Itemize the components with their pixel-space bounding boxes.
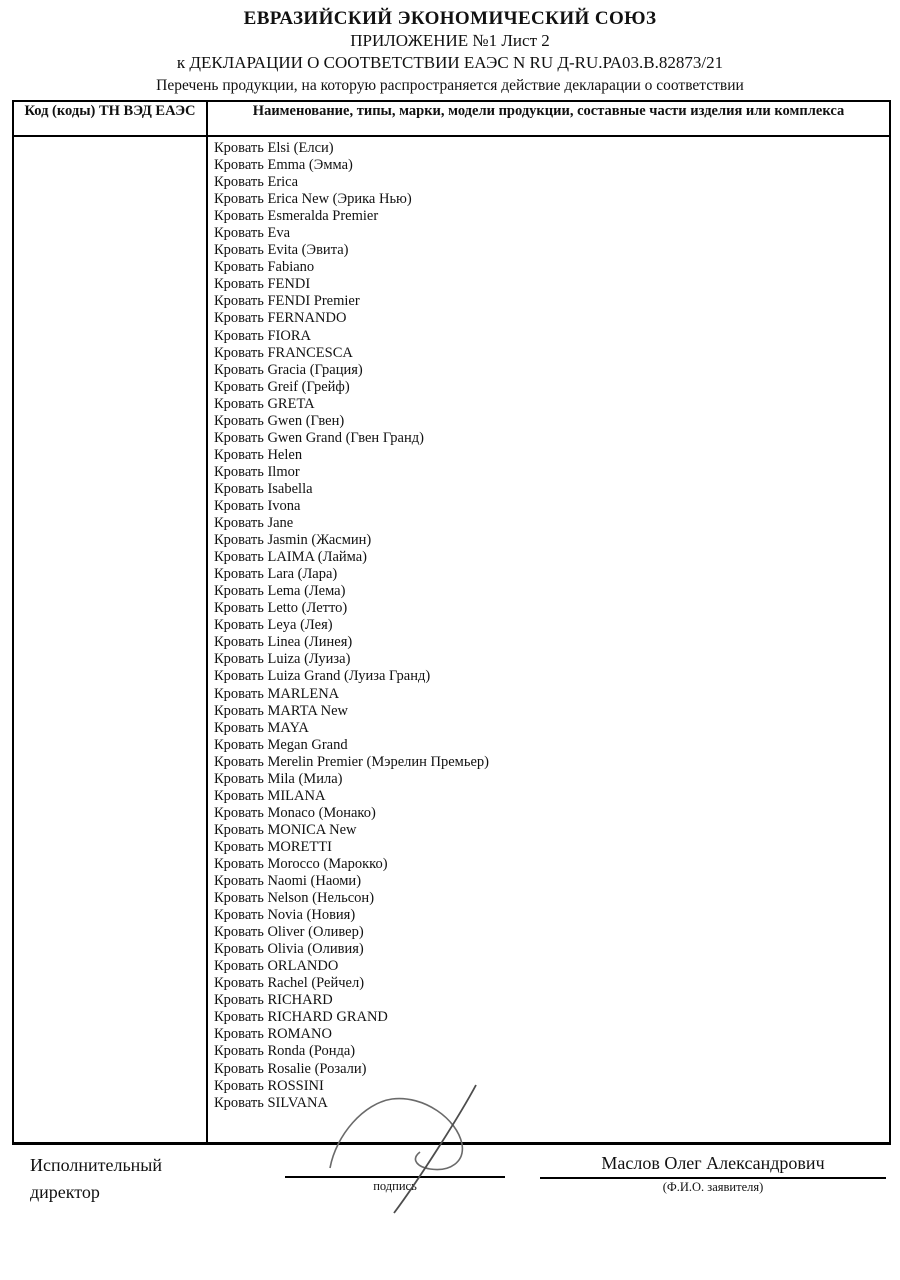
product-item: Кровать MONICA New: [214, 821, 357, 838]
product-item: Кровать Jane: [214, 515, 294, 532]
applicant-name-line: [540, 1177, 886, 1179]
declaration-number-line: к ДЕКЛАРАЦИИ О СООТВЕТСТВИИ ЕАЭС N RU Д-RU.РА03.В.82873/21: [176, 53, 724, 72]
product-list-cell: [206, 137, 889, 1142]
product-item: Кровать Lema (Лема): [214, 583, 346, 600]
product-item: Кровать Ivona: [214, 497, 301, 514]
signer-position-title: Исполнительный директор: [30, 1155, 163, 1202]
applicant-name: Маслов Олег Александрович: [601, 1153, 825, 1173]
product-item: Кровать Emma (Эмма): [214, 157, 353, 174]
product-item: Кровать FIORA: [214, 327, 311, 344]
product-item: Кровать Fabiano: [214, 259, 315, 276]
product-item: Кровать RICHARD: [214, 992, 333, 1009]
product-item: Кровать Gwen (Гвен): [214, 412, 345, 429]
product-item: Кровать Lara (Лара): [214, 566, 338, 583]
document-header: [0, 0, 900, 96]
product-item: Кровать ROMANO: [214, 1026, 332, 1043]
product-item: Кровать Erica New (Эрика Нью): [214, 191, 412, 208]
product-item: Кровать Novia (Новия): [214, 907, 356, 924]
product-item: Кровать Oliver (Оливер): [214, 924, 364, 941]
product-item: Кровать Nelson (Нельсон): [214, 890, 375, 907]
product-item: Кровать Mila (Мила): [214, 770, 343, 787]
product-item: Кровать Luiza Grand (Луиза Гранд): [214, 668, 431, 685]
product-item: Кровать MORETTI: [214, 838, 332, 855]
product-item: Кровать LAIMA (Лайма): [214, 549, 368, 566]
product-item: Кровать Erica: [214, 174, 299, 191]
product-item: Кровать MILANA: [214, 787, 326, 804]
column-header-tnved-code: Код (коды) ТН ВЭД ЕАЭС: [14, 102, 206, 137]
product-item: Кровать Helen: [214, 446, 303, 463]
product-item: Кровать MARTA New: [214, 702, 348, 719]
product-item: Кровать Morocco (Марокко): [214, 855, 388, 872]
tnved-code-cell: [14, 137, 206, 1142]
product-item: Кровать MAYA: [214, 719, 309, 736]
column-header-product-names: Наименование, типы, марки, модели продукции, составные части изделия или комплекса: [206, 102, 889, 137]
product-item: Кровать FERNANDO: [214, 310, 347, 327]
product-item: Кровать Ilmor: [214, 463, 300, 480]
product-item: Кровать Rachel (Рейчел): [214, 975, 365, 992]
product-item: Кровать Naomi (Наоми): [214, 873, 362, 890]
product-item: Кровать FRANCESCA: [214, 344, 353, 361]
product-item: Кровать Rosalie (Розали): [214, 1060, 367, 1077]
applicant-name-caption: (Ф.И.О. заявителя): [662, 1180, 764, 1194]
appendix-line: ПРИЛОЖЕНИЕ №1 Лист 2: [350, 31, 550, 50]
product-item: Кровать Gwen Grand (Гвен Гранд): [214, 429, 424, 446]
union-title: ЕВРАЗИЙСКИЙ ЭКОНОМИЧЕСКИЙ СОЮЗ: [243, 8, 657, 29]
product-item: Кровать Jasmin (Жасмин): [214, 532, 372, 549]
product-item: Кровать Greif (Грейф): [214, 378, 350, 395]
product-item: Кровать Gracia (Грация): [214, 361, 363, 378]
product-item: Кровать Merelin Premier (Мэрелин Премьер): [214, 753, 489, 770]
product-item: Кровать Megan Grand: [214, 736, 348, 753]
product-item: Кровать MARLENA: [214, 685, 340, 702]
product-item: Кровать Eva: [214, 225, 291, 242]
signature-line: [285, 1176, 505, 1178]
product-item: Кровать Isabella: [214, 480, 313, 497]
product-item: Кровать FENDI: [214, 276, 311, 293]
product-item: Кровать Elsi (Елси): [214, 140, 334, 156]
products-table: [12, 100, 891, 1145]
signature-caption: подпись: [373, 1179, 417, 1193]
product-item: Кровать Evita (Эвита): [214, 242, 349, 259]
product-item: Кровать Olivia (Оливия): [214, 941, 364, 958]
product-item: Кровать Linea (Линея): [214, 634, 353, 651]
product-item: Кровать Monaco (Монако): [214, 804, 376, 821]
product-item: Кровать ORLANDO: [214, 958, 339, 975]
product-item: Кровать Esmeralda Premier: [214, 208, 379, 225]
product-item: Кровать Luiza (Луиза): [214, 651, 351, 668]
product-item: Кровать ROSSINI: [214, 1077, 324, 1094]
product-item: Кровать Leya (Лея): [214, 617, 333, 634]
product-item: Кровать GRETA: [214, 395, 315, 412]
product-item: Кровать RICHARD GRAND: [214, 1009, 388, 1026]
product-item: Кровать Letto (Летто): [214, 600, 348, 617]
product-item: Кровать Ronda (Ронда): [214, 1043, 356, 1060]
product-item: Кровать SILVANA: [214, 1094, 328, 1111]
document-subtitle: Перечень продукции, на которую распространяется действие декларации о соответствии: [156, 77, 744, 94]
product-item: Кровать FENDI Premier: [214, 293, 360, 310]
